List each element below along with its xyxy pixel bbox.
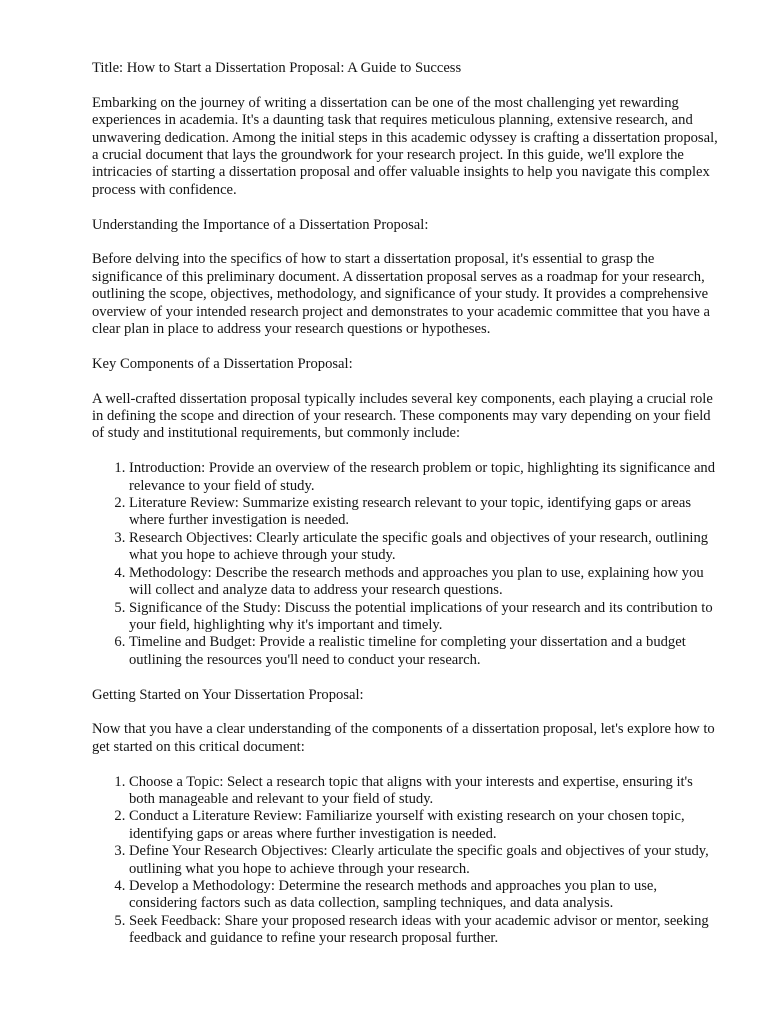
list-item: 3. Research Objectives: Clearly articulate the specific goals and objectives of your research, outlining what you hope to achieve through your study. [129, 530, 722, 565]
getting-started-paragraph: Now that you have a clear understanding of the components of a dissertation proposal, let's explore how to get started on this critical document: [92, 721, 715, 755]
section-heading-key-components: Key Components of a Dissertation Proposal: [92, 355, 353, 372]
list-item: 1. Choose a Topic: Select a research topic that aligns with your interests and expertise, ensuring it's both manageable and relevant to your field of study. [129, 774, 722, 809]
list-item: 4. Develop a Methodology: Determine the research methods and approaches you plan to use, considering factors such as data collection, sampling techniques, and data analysis. [129, 878, 722, 913]
list-item: 5. Seek Feedback: Share your proposed research ideas with your academic advisor or mentor, seeking feedback and guidance to refine your research proposal further. [129, 913, 722, 948]
document-page [92, 60, 722, 965]
document-title: Title: How to Start a Dissertation Proposal: A Guide to Success [92, 60, 462, 76]
list-item: 2. Conduct a Literature Review: Familiarize yourself with existing research on your chosen topic, identifying gaps or areas where further investigation is needed. [129, 808, 722, 843]
list-item: 2. Literature Review: Summarize existing research relevant to your topic, identifying gaps or areas where further investigation is needed. [129, 495, 722, 530]
list-item: 3. Define Your Research Objectives: Clearly articulate the specific goals and objectives of your study, outlining what you hope to achieve through your research. [129, 843, 722, 878]
list-item: 6. Timeline and Budget: Provide a realistic timeline for completing your dissertation and a budget outlining the resources you'll need to conduct your research. [129, 634, 722, 669]
getting-started-list [92, 774, 722, 948]
importance-paragraph: Before delving into the specifics of how to start a dissertation proposal, it's essential to grasp the significance of this preliminary document. A dissertation proposal serves as a roadmap for your research, outlining the scope, objectives, methodology, and significance of your study. It provides a comprehensive overview of your intended research project and demonstrates to your academic committee that you have a clear plan in place to address your research questions or hypotheses. [92, 251, 710, 338]
key-components-list [92, 460, 722, 669]
key-components-paragraph: A well-crafted dissertation proposal typically includes several key components, each playing a crucial role in defining the scope and direction of your research. These components may vary depending on your field of study and institutional requirements, but commonly include: [92, 390, 713, 442]
section-heading-importance: Understanding the Importance of a Dissertation Proposal: [92, 216, 429, 233]
list-item: 5. Significance of the Study: Discuss the potential implications of your research and its contribution to your field, highlighting why it's important and timely. [129, 600, 722, 635]
list-item: 4. Methodology: Describe the research methods and approaches you plan to use, explaining how you will collect and analyze data to address your research questions. [129, 565, 722, 600]
intro-paragraph: Embarking on the journey of writing a dissertation can be one of the most challenging yet rewarding experiences in academia. It's a daunting task that requires meticulous planning, extensive research, and unwavering dedication. Among the initial steps in this academic odyssey is crafting a dissertation proposal, a crucial document that lays the groundwork for your research project. In this guide, we'll explore the intricacies of starting a dissertation proposal and offer valuable insights to help you navigate this complex process with confidence. [92, 94, 718, 198]
list-item: 1. Introduction: Provide an overview of the research problem or topic, highlighting its significance and relevance to your field of study. [129, 460, 722, 495]
section-heading-getting-started: Getting Started on Your Dissertation Proposal: [92, 686, 364, 703]
